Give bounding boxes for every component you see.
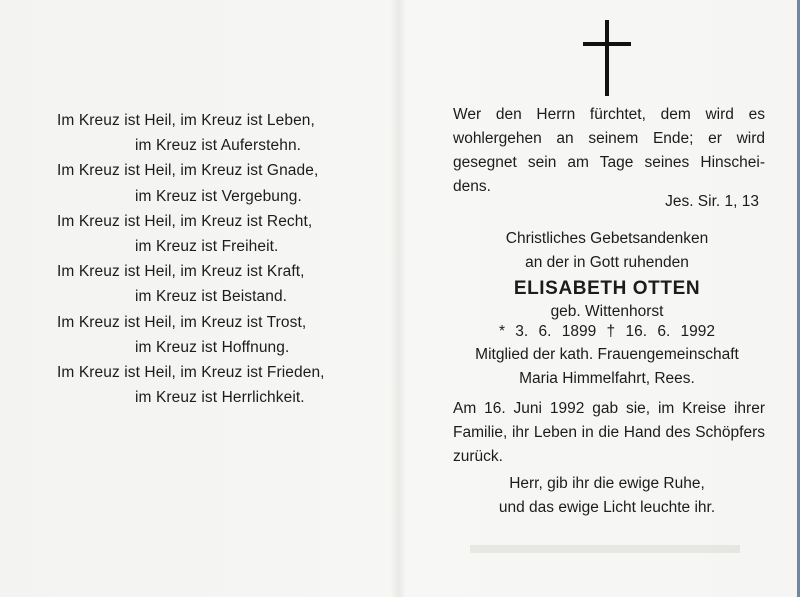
verse-list bbox=[57, 108, 387, 410]
prayer bbox=[438, 472, 776, 520]
verse-line: Im Kreuz ist Heil, im Kreuz ist Leben, bbox=[57, 112, 315, 129]
prayer-line-1: Herr, gib ihr die ewige Ruhe, bbox=[509, 475, 705, 492]
verse-line: Im Kreuz ist Heil, im Kreuz ist Trost, bbox=[57, 313, 307, 331]
verse-line: Im Kreuz ist Heil, im Kreuz ist Gnade, bbox=[57, 162, 319, 180]
birth-name: geb. Wittenhorst bbox=[550, 303, 664, 320]
verse-line: im Kreuz ist Beistand. bbox=[135, 288, 288, 306]
faint-print-mark bbox=[470, 545, 740, 553]
memorial-line-2: an der in Gott ruhenden bbox=[525, 254, 689, 271]
quote-reference: Jes. Sir. 1, 13 bbox=[665, 193, 759, 210]
verse-line: im Kreuz ist Auferstehn. bbox=[135, 137, 302, 155]
membership-line-1: Mitglied der kath. Frauengemeinschaft bbox=[475, 346, 739, 363]
right-page bbox=[400, 0, 797, 597]
death-notice: Am 16. Juni 1992 gab sie, im Kreise ihrer Familie, ihr Leben in die Hand des Schöpfers zurück. bbox=[453, 400, 765, 465]
verse-line: Im Kreuz ist Heil, im Kreuz ist Frieden, bbox=[57, 363, 325, 381]
membership-line-2: Maria Himmelfahrt, Rees. bbox=[519, 370, 695, 387]
memorial-intro bbox=[438, 227, 776, 275]
verse-line: Im Kreuz ist Heil, im Kreuz ist Recht, bbox=[57, 212, 313, 230]
verse-line: Im Kreuz ist Heil, im Kreuz ist Kraft, bbox=[57, 263, 305, 281]
membership bbox=[438, 343, 776, 391]
life-dates: * 3. 6. 1899 † 16. 6. 1992 bbox=[498, 323, 716, 340]
deceased-name: ELISABETH OTTEN bbox=[513, 278, 701, 299]
bible-quote: Wer den Herrn fürchtet, dem wird es wohlergehen an seinem Ende; er wird gesegnet sein am Tage seines Hinschei-dens. bbox=[453, 106, 765, 195]
verse-line: im Kreuz ist Hoffnung. bbox=[135, 338, 290, 356]
memorial-line-1: Christliches Gebetsandenken bbox=[505, 230, 709, 247]
verse-line: im Kreuz ist Herrlichkeit. bbox=[135, 389, 305, 407]
verse-line: im Kreuz ist Freiheit. bbox=[135, 237, 279, 255]
cross-icon bbox=[583, 20, 631, 96]
verse-line: im Kreuz ist Vergebung. bbox=[135, 187, 302, 205]
prayer-line-2: und das ewige Licht leuchte ihr. bbox=[498, 499, 716, 516]
